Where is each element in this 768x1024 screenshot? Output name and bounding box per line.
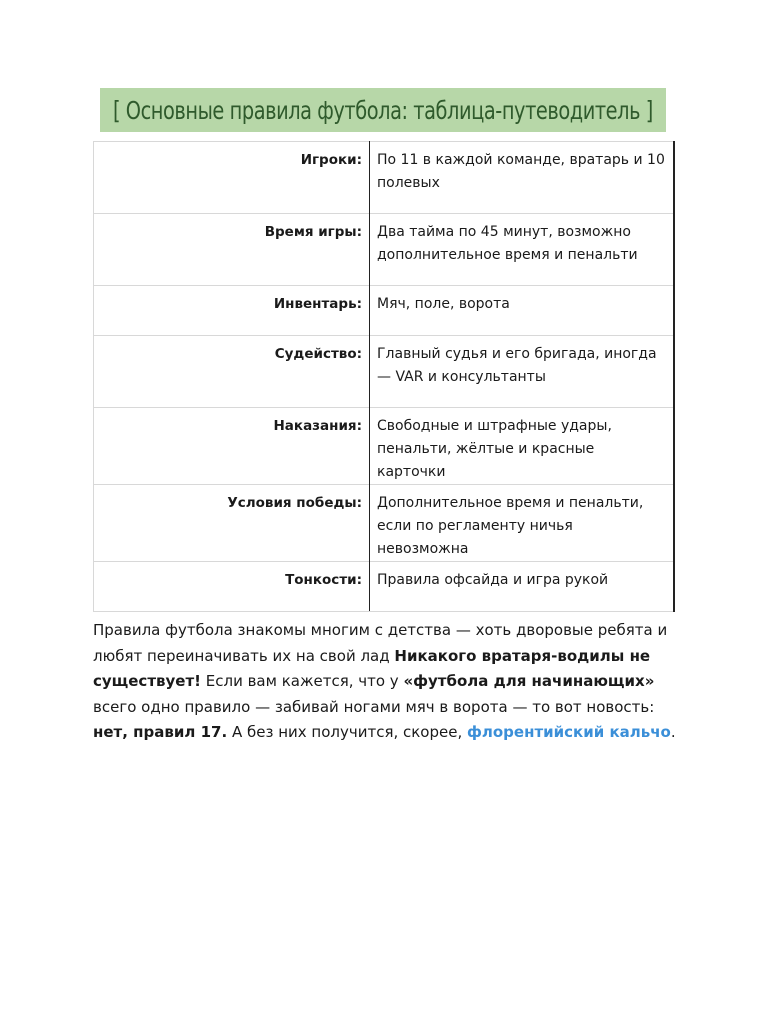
calcio-link[interactable]: флорентийский кальчо (467, 723, 671, 741)
row-value: Главный судья и его бригада, иногда — VAR и консультанты (370, 336, 675, 408)
intro-paragraph (93, 618, 683, 746)
row-value: Мяч, поле, ворота (370, 286, 675, 336)
row-label: Наказания: (94, 408, 370, 485)
paragraph-bold-rules-count: нет, правил 17. (93, 723, 228, 741)
paragraph-text: А без них получится, скорее, (227, 723, 467, 741)
table-row (94, 485, 675, 562)
paragraph-bold-beginners: «футбола для начинающих» (403, 672, 655, 690)
row-label: Тонкости: (94, 562, 370, 612)
paragraph-text: всего одно правило — забивай ногами мяч в ворота — то вот новость: (93, 697, 655, 716)
row-value: Дополнительное время и пенальти, если по регламенту ничья невозможна (370, 485, 675, 562)
table-row (94, 562, 675, 612)
table-row (94, 286, 675, 336)
row-value: Свободные и штрафные удары, пенальти, жёлтые и красные карточки (370, 408, 675, 485)
row-label: Время игры: (94, 214, 370, 286)
row-label: Инвентарь: (94, 286, 370, 336)
title-banner (100, 88, 666, 132)
rules-table (93, 141, 675, 612)
paragraph-text: . (670, 723, 676, 741)
table-row (94, 142, 675, 214)
paragraph-text: Правила футбола знакомы многим с детства — хоть дворовые ребята и любят переиначивать их на свой лад (93, 621, 668, 665)
table-row (94, 336, 675, 408)
row-value: По 11 в каждой команде, вратарь и 10 полевых (370, 142, 675, 214)
paragraph-text: Если вам кажется, что у (201, 672, 404, 690)
paragraph-bold-goalkeeper: Никакого вратаря-водилы не существует! (93, 646, 651, 690)
row-label: Игроки: (94, 142, 370, 214)
page-title: [ Основные правила футбола: таблица-путеводитель ] (113, 95, 653, 125)
table-row (94, 214, 675, 286)
table-row (94, 408, 675, 485)
row-label: Судейство: (94, 336, 370, 408)
row-value: Правила офсайда и игра рукой (370, 562, 675, 612)
row-value: Два тайма по 45 минут, возможно дополнительное время и пенальти (370, 214, 675, 286)
row-label: Условия победы: (94, 485, 370, 562)
